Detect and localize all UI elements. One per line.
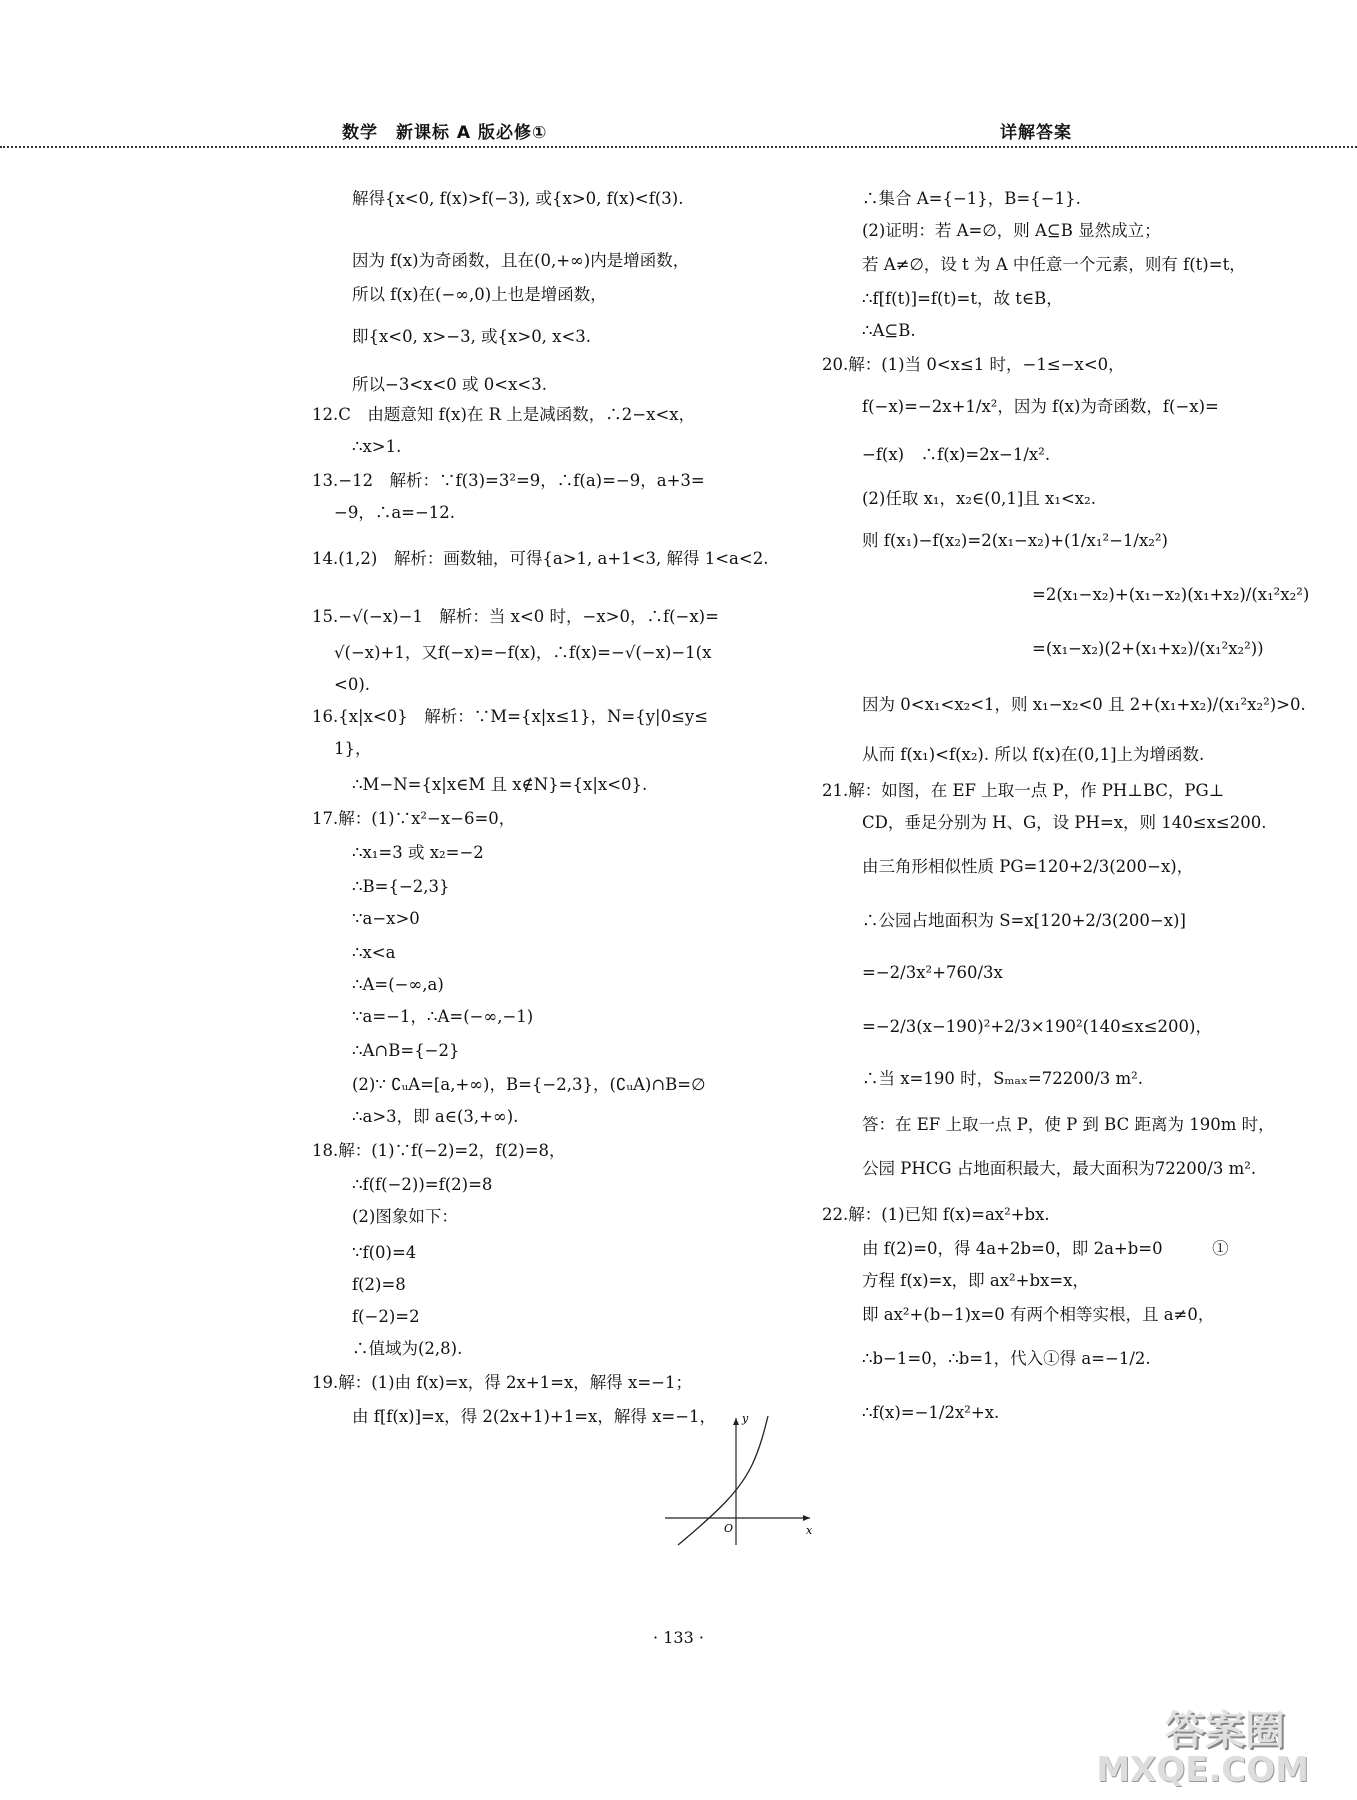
text-line: ∵a=−1，∴A=(−∞,−1) — [352, 1007, 534, 1026]
header-book-title: 数学 新课标 A 版必修① — [342, 123, 548, 143]
text-line: 21.解：如图，在 EF 上取一点 P，作 PH⊥BC，PG⊥ — [822, 781, 1225, 800]
page-header — [0, 118, 1357, 146]
text-line: 所以 f(x)在(−∞,0)上也是增函数， — [352, 285, 607, 304]
text-line: ∵a−x>0 — [352, 909, 420, 928]
text-line: (2)证明：若 A=∅，则 A⊆B 显然成立； — [862, 221, 1161, 240]
watermark-top-text: 答案圈 — [1165, 1708, 1285, 1754]
text-line: 1}， — [334, 739, 372, 758]
text-line: f(2)=8 — [352, 1275, 406, 1294]
text-line: ∴x₁=3 或 x₂=−2 — [352, 843, 484, 862]
text-line: 方程 f(x)=x，即 ax²+bx=x， — [862, 1271, 1089, 1290]
text-line: 由 f[f(x)]=x，得 2(2x+1)+1=x，解得 x=−1， — [352, 1407, 717, 1426]
text-line: ∵f(0)=4 — [352, 1243, 417, 1262]
text-line: 18.解：(1)∵f(−2)=2，f(2)=8， — [312, 1141, 566, 1160]
text-line: 19.解：(1)由 f(x)=x，得 2x+1=x，解得 x=−1； — [312, 1373, 692, 1392]
header-rule — [0, 146, 1357, 148]
text-line: 20.解：(1)当 0<x≤1 时，−1≤−x<0， — [822, 355, 1125, 374]
page-number: · 133 · — [653, 1628, 704, 1647]
text-line: ∴x>1. — [352, 437, 402, 456]
text-line: ∴当 x=190 时，Sₘₐₓ=72200/3 m². — [862, 1069, 1144, 1088]
text-line: f(−2)=2 — [352, 1307, 420, 1326]
text-line: 14.(1,2) 解析：画数轴，可得{a>1, a+1<3, 解得 1<a<2. — [312, 549, 769, 568]
y-axis-label: y — [742, 1412, 749, 1425]
text-line: 因为 0<x₁<x₂<1，则 x₁−x₂<0 且 2+(x₁+x₂)/(x₁²x₂²)>0. — [862, 695, 1306, 714]
text-line: ∴M−N={x|x∈M 且 x∉N}={x|x<0}. — [352, 775, 648, 794]
text-line: =2(x₁−x₂)+(x₁−x₂)(x₁+x₂)/(x₁²x₂²) — [1032, 585, 1310, 604]
text-line: 由三角形相似性质 PG=120+2/3(200−x)， — [862, 857, 1194, 876]
text-line: ∴x<a — [352, 943, 396, 962]
text-line: ∴B={−2,3} — [352, 877, 450, 896]
text-line: 则 f(x₁)−f(x₂)=2(x₁−x₂)+(1/x₁²−1/x₂²) — [862, 531, 1168, 550]
origin-label: O — [724, 1522, 734, 1535]
text-line: (2)∵ ∁ᵤA=[a,+∞)，B={−2,3}，(∁ᵤA)∩B=∅ — [352, 1075, 706, 1094]
text-line: 16.{x|x<0} 解析：∵M={x|x≤1}，N={y|0≤y≤ — [312, 707, 709, 726]
y-axis-arrow-icon — [733, 1418, 739, 1425]
text-line: ∴a>3，即 a∈(3,+∞). — [352, 1107, 519, 1126]
text-line: √(−x)+1，又f(−x)=−f(x)，∴f(x)=−√(−x)−1(x — [334, 643, 712, 662]
text-line: 由 f(2)=0，得 4a+2b=0，即 2a+b=0 ① — [862, 1239, 1229, 1258]
text-line: 即{x<0, x>−3, 或{x>0, x<3. — [352, 327, 592, 346]
text-line: =−2/3(x−190)²+2/3×190²(140≤x≤200)， — [862, 1017, 1212, 1036]
text-line: 12.C 由题意知 f(x)在 R 上是减函数，∴2−x<x， — [312, 405, 696, 424]
text-line: 13.−12 解析：∵f(3)=3²=9，∴f(a)=−9，a+3= — [312, 471, 705, 490]
text-line: =−2/3x²+760/3x — [862, 963, 1003, 982]
function-graph — [660, 1410, 820, 1550]
text-line: 所以−3<x<0 或 0<x<3. — [352, 375, 547, 394]
watermark-url-text: MXQE.COM — [1096, 1750, 1309, 1790]
text-line: =(x₁−x₂)(2+(x₁+x₂)/(x₁²x₂²)) — [1032, 639, 1264, 658]
text-line: 22.解：(1)已知 f(x)=ax²+bx. — [822, 1205, 1050, 1224]
text-line: −9，∴a=−12. — [334, 503, 456, 522]
text-line: −f(x) ∴f(x)=2x−1/x². — [862, 445, 1051, 464]
header-section-title: 详解答案 — [1000, 123, 1072, 143]
text-line: ∴值域为(2,8). — [352, 1339, 463, 1358]
text-line: CD，垂足分别为 H、G，设 PH=x，则 140≤x≤200. — [862, 813, 1267, 832]
text-line: ∴f[f(t)]=f(t)=t，故 t∈B， — [862, 289, 1063, 308]
text-line: ∴b−1=0，∴b=1，代入①得 a=−1/2. — [862, 1349, 1151, 1368]
text-line: 15.−√(−x)−1 解析：当 x<0 时，−x>0，∴f(−x)= — [312, 607, 719, 626]
text-line: ∴A⊆B. — [862, 321, 916, 340]
function-curve — [678, 1416, 768, 1545]
text-line: 解得{x<0, f(x)>f(−3), 或{x>0, f(x)<f(3). — [352, 189, 684, 208]
text-line: 若 A≠∅，设 t 为 A 中任意一个元素，则有 f(t)=t， — [862, 255, 1246, 274]
text-line: ∴集合 A={−1}，B={−1}. — [862, 189, 1081, 208]
text-line: ∴A=(−∞,a) — [352, 975, 444, 994]
text-line: <0). — [334, 675, 371, 694]
watermark-logo — [1096, 1700, 1327, 1790]
text-line: ∴公园占地面积为 S=x[120+2/3(200−x)] — [862, 911, 1186, 930]
text-line: 即 ax²+(b−1)x=0 有两个相等实根，且 a≠0， — [862, 1305, 1215, 1324]
text-line: 从而 f(x₁)<f(x₂). 所以 f(x)在(0,1]上为增函数. — [862, 745, 1205, 764]
text-line: 公园 PHCG 占地面积最大，最大面积为72200/3 m². — [862, 1159, 1257, 1178]
text-line: ∴f(x)=−1/2x²+x. — [862, 1403, 1000, 1422]
x-axis-label: x — [806, 1524, 813, 1537]
text-line: ∴f(f(−2))=f(2)=8 — [352, 1175, 493, 1194]
text-line: f(−x)=−2x+1/x²，因为 f(x)为奇函数，f(−x)= — [862, 397, 1219, 416]
text-line: 因为 f(x)为奇函数，且在(0,+∞)内是增函数， — [352, 251, 690, 270]
text-line: 答：在 EF 上取一点 P，使 P 到 BC 距离为 190m 时， — [862, 1115, 1275, 1134]
text-line: (2)任取 x₁，x₂∈(0,1]且 x₁<x₂. — [862, 489, 1096, 508]
x-axis-arrow-icon — [803, 1515, 810, 1521]
text-line: (2)图象如下： — [352, 1207, 458, 1226]
text-line: 17.解：(1)∵x²−x−6=0， — [312, 809, 516, 828]
text-line: ∴A∩B={−2} — [352, 1041, 460, 1060]
